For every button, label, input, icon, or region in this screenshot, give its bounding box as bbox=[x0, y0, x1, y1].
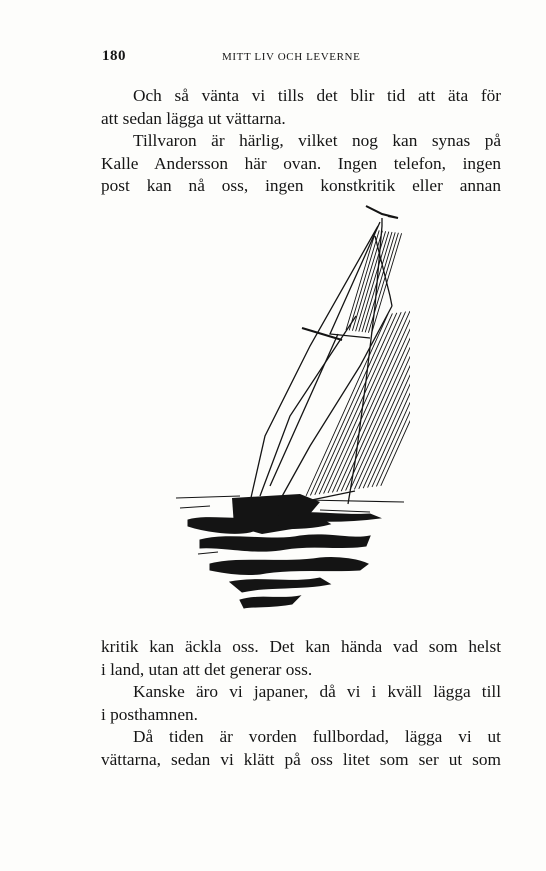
hatch-line bbox=[356, 231, 386, 331]
text-line: i land, utan att det generar oss. bbox=[101, 659, 313, 679]
body-text-top bbox=[101, 85, 501, 198]
page-number: 180 bbox=[102, 48, 126, 64]
sailboat-illustration bbox=[170, 196, 410, 624]
text-line: kritik kan äckla oss. Det kan hända vad som helst bbox=[101, 637, 501, 656]
text-line: Kanske äro vi japaner, då vi i kväll lägga till bbox=[133, 682, 501, 702]
text-line: Och så vänta vi tills det blir tid att äta för bbox=[133, 86, 501, 105]
hatch-line bbox=[346, 230, 376, 330]
mainsail-outline bbox=[280, 306, 392, 502]
body-text-bottom bbox=[101, 636, 501, 772]
hatch-line bbox=[350, 308, 410, 490]
text-line: post kan nå oss, ingen konstkritik eller annan bbox=[101, 176, 501, 196]
hatch-line bbox=[368, 233, 398, 333]
pennant bbox=[366, 206, 398, 218]
hatch-line bbox=[363, 306, 410, 488]
text-line: vättarna, sedan vi klätt på oss litet som ser ut som bbox=[101, 749, 501, 769]
text-line: i posthamnen. bbox=[101, 704, 198, 724]
hatch-line bbox=[368, 306, 410, 488]
text-line: att sedan lägga ut vättarna. bbox=[101, 108, 286, 128]
page-header bbox=[102, 48, 502, 70]
running-title: MITT LIV OCH LEVERNE bbox=[222, 51, 361, 63]
text-line: Tillvaron är härlig, vilket nog kan synas på bbox=[133, 131, 501, 151]
jib-stay bbox=[260, 316, 356, 496]
text-line: Kalle Andersson här ovan. Ingen telefon, ingen bbox=[101, 153, 501, 173]
text-line: Då tiden är vorden fullbordad, lägga vi ut bbox=[133, 727, 501, 747]
